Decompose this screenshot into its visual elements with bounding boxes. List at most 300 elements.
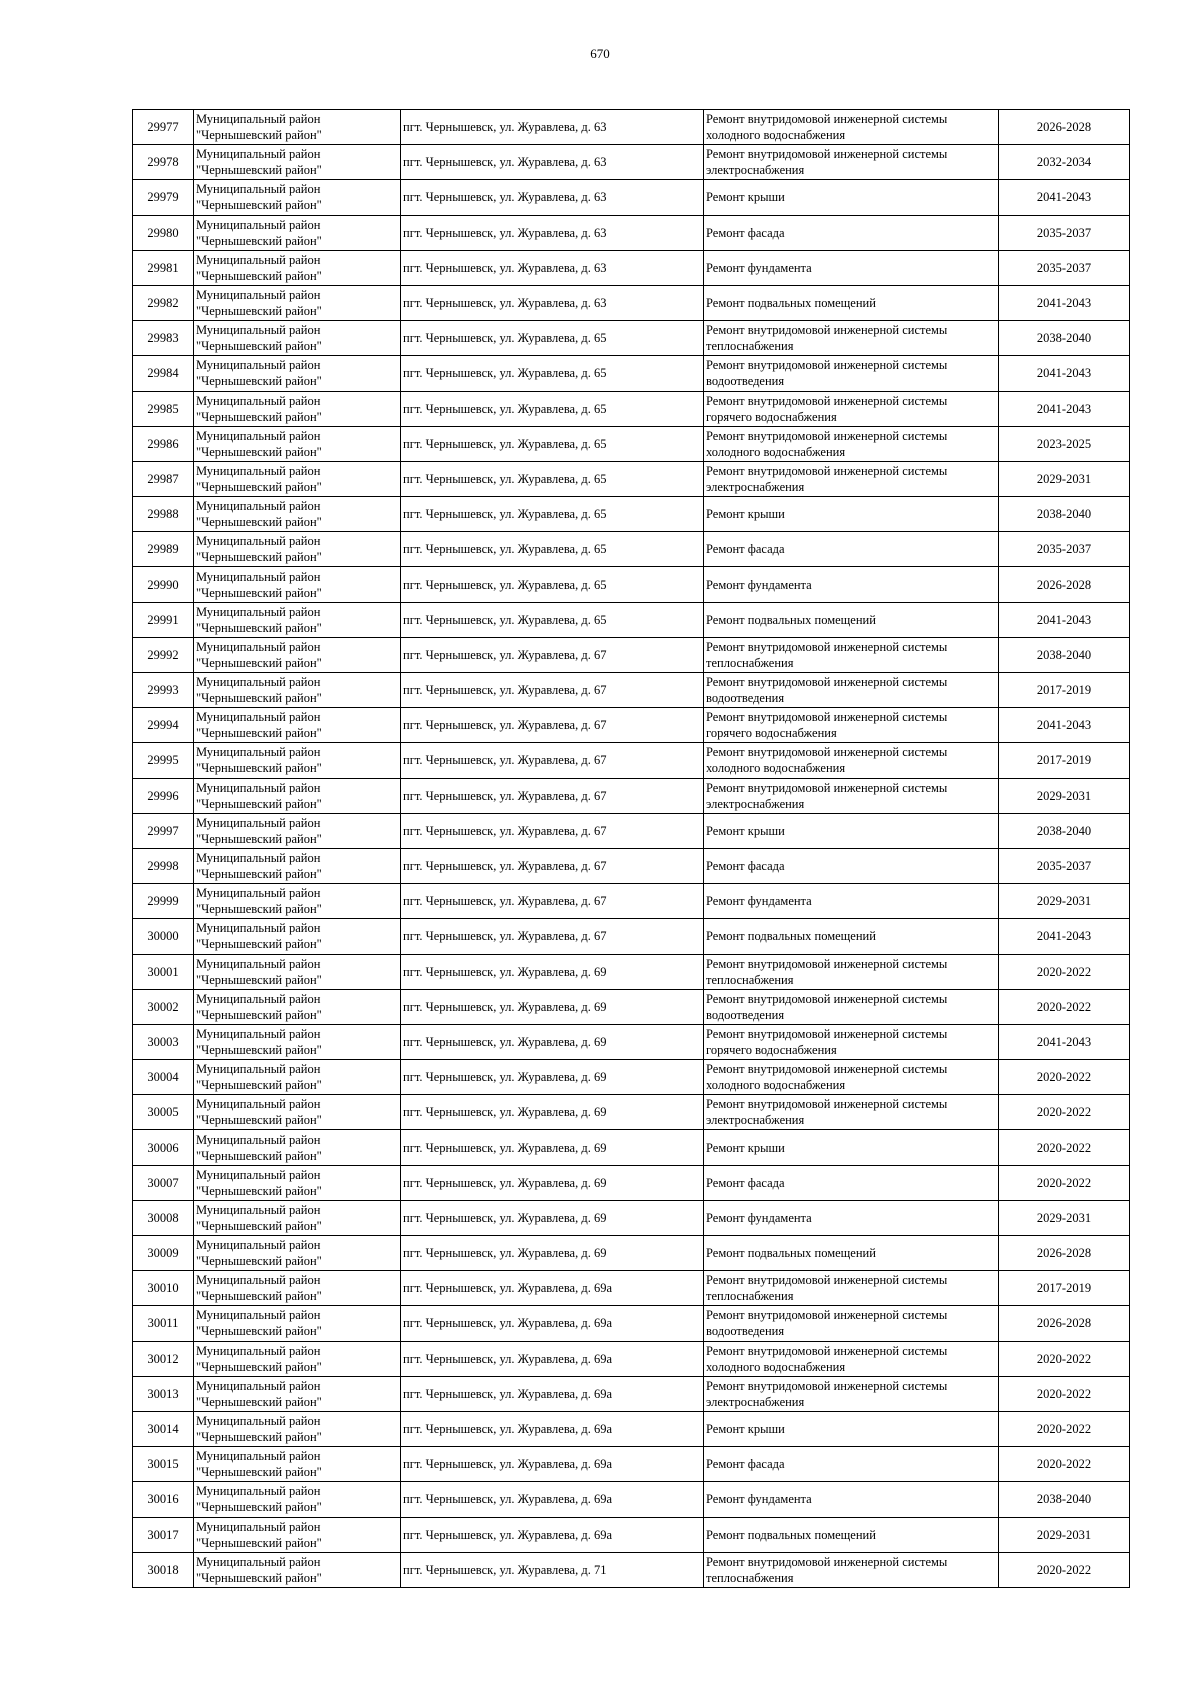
municipality-cell <box>194 778 401 813</box>
work-type-line-2: водоотведения <box>706 691 785 706</box>
period-cell: 2017-2019 <box>999 673 1130 708</box>
work-type-cell <box>704 743 999 778</box>
municipality-line-1: Муниципальный район <box>196 1414 321 1429</box>
row-number-cell: 29995 <box>133 743 194 778</box>
row-number-cell: 29993 <box>133 673 194 708</box>
address-cell: пгт. Чернышевск, ул. Журавлева, д. 65 <box>401 321 704 356</box>
period-cell: 2041-2043 <box>999 919 1130 954</box>
municipality-cell <box>194 743 401 778</box>
municipality-line-1: Муниципальный район <box>196 1378 321 1393</box>
row-number-cell: 30005 <box>133 1095 194 1130</box>
work-type-cell <box>704 110 999 145</box>
address-cell: пгт. Чернышевск, ул. Журавлева, д. 69а <box>401 1341 704 1376</box>
municipality-line-1: Муниципальный район <box>196 991 321 1006</box>
municipality-line-1: Муниципальный район <box>196 921 321 936</box>
period-cell: 2020-2022 <box>999 1376 1130 1411</box>
work-type-line-2: холодного водоснабжения <box>706 128 846 143</box>
work-type-line-1: Ремонт фундамента <box>706 1492 812 1507</box>
work-type-cell <box>704 1271 999 1306</box>
municipality-line-2: "Чернышевский район" <box>196 233 322 248</box>
work-type-line-2: теплоснабжения <box>706 972 794 987</box>
municipality-cell <box>194 1095 401 1130</box>
work-type-line-1: Ремонт подвальных помещений <box>706 929 876 944</box>
address-cell: пгт. Чернышевск, ул. Журавлева, д. 63 <box>401 145 704 180</box>
work-type-line-1: Ремонт фасада <box>706 859 785 874</box>
table-row <box>133 743 1130 778</box>
table-row <box>133 848 1130 883</box>
address-cell: пгт. Чернышевск, ул. Журавлева, д. 69 <box>401 989 704 1024</box>
period-cell: 2020-2022 <box>999 1130 1130 1165</box>
municipality-line-1: Муниципальный район <box>196 1026 321 1041</box>
municipality-line-2: "Чернышевский район" <box>196 796 322 811</box>
work-type-line-1: Ремонт крыши <box>706 190 785 205</box>
work-type-cell <box>704 1200 999 1235</box>
table-row <box>133 919 1130 954</box>
period-cell: 2038-2040 <box>999 321 1130 356</box>
municipality-line-1: Муниципальный район <box>196 1238 321 1253</box>
row-number-cell: 29985 <box>133 391 194 426</box>
row-number-cell: 30010 <box>133 1271 194 1306</box>
table-row <box>133 778 1130 813</box>
work-type-cell <box>704 673 999 708</box>
municipality-cell <box>194 1517 401 1552</box>
work-type-cell <box>704 1130 999 1165</box>
period-cell: 2020-2022 <box>999 1095 1130 1130</box>
address-cell: пгт. Чернышевск, ул. Журавлева, д. 63 <box>401 250 704 285</box>
municipality-cell <box>194 1482 401 1517</box>
period-cell: 2017-2019 <box>999 743 1130 778</box>
municipality-cell <box>194 567 401 602</box>
municipality-line-1: Муниципальный район <box>196 1308 321 1323</box>
table-row <box>133 884 1130 919</box>
municipality-cell <box>194 285 401 320</box>
period-cell: 2026-2028 <box>999 110 1130 145</box>
municipality-line-2: "Чернышевский район" <box>196 163 322 178</box>
municipality-cell <box>194 1306 401 1341</box>
row-number-cell: 29978 <box>133 145 194 180</box>
municipality-line-2: "Чернышевский район" <box>196 902 322 917</box>
table-row <box>133 1306 1130 1341</box>
row-number-cell: 30002 <box>133 989 194 1024</box>
row-number-cell: 29981 <box>133 250 194 285</box>
work-type-line-1: Ремонт внутридомовой инженерной системы <box>706 956 948 971</box>
municipality-line-2: "Чернышевский район" <box>196 867 322 882</box>
work-type-line-2: теплоснабжения <box>706 1570 794 1585</box>
work-type-cell <box>704 391 999 426</box>
work-type-line-1: Ремонт подвальных помещений <box>706 296 876 311</box>
table-row <box>133 180 1130 215</box>
work-type-line-1: Ремонт внутридомовой инженерной системы <box>706 358 948 373</box>
row-number-cell: 30017 <box>133 1517 194 1552</box>
row-number-cell: 29997 <box>133 813 194 848</box>
work-type-line-1: Ремонт внутридомовой инженерной системы <box>706 1343 948 1358</box>
address-cell: пгт. Чернышевск, ул. Журавлева, д. 65 <box>401 532 704 567</box>
municipality-line-2: "Чернышевский район" <box>196 655 322 670</box>
work-type-cell <box>704 708 999 743</box>
row-number-cell: 30000 <box>133 919 194 954</box>
address-cell: пгт. Чернышевск, ул. Журавлева, д. 69а <box>401 1271 704 1306</box>
address-cell: пгт. Чернышевск, ул. Журавлева, д. 67 <box>401 778 704 813</box>
period-cell: 2020-2022 <box>999 1447 1130 1482</box>
municipality-line-2: "Чернышевский район" <box>196 1113 322 1128</box>
municipality-cell <box>194 532 401 567</box>
address-cell: пгт. Чернышевск, ул. Журавлева, д. 71 <box>401 1552 704 1587</box>
row-number-cell: 29979 <box>133 180 194 215</box>
municipality-line-2: "Чернышевский район" <box>196 1254 322 1269</box>
table-row <box>133 602 1130 637</box>
work-type-line-1: Ремонт внутридомовой инженерной системы <box>706 463 948 478</box>
work-type-line-1: Ремонт внутридомовой инженерной системы <box>706 1026 948 1041</box>
municipality-line-1: Муниципальный район <box>196 463 321 478</box>
address-cell: пгт. Чернышевск, ул. Журавлева, д. 69 <box>401 1165 704 1200</box>
work-type-line-1: Ремонт крыши <box>706 1140 785 1155</box>
municipality-line-1: Муниципальный район <box>196 288 321 303</box>
address-cell: пгт. Чернышевск, ул. Журавлева, д. 69 <box>401 1060 704 1095</box>
municipality-line-1: Муниципальный район <box>196 1519 321 1534</box>
table-row <box>133 1447 1130 1482</box>
row-number-cell: 29996 <box>133 778 194 813</box>
table-row <box>133 1552 1130 1587</box>
period-cell: 2029-2031 <box>999 1200 1130 1235</box>
municipality-cell <box>194 110 401 145</box>
table-row <box>133 1095 1130 1130</box>
table-row <box>133 1341 1130 1376</box>
work-type-line-1: Ремонт подвальных помещений <box>706 1527 876 1542</box>
row-number-cell: 29977 <box>133 110 194 145</box>
table-row <box>133 110 1130 145</box>
municipality-cell <box>194 1024 401 1059</box>
work-type-cell <box>704 1447 999 1482</box>
table-row <box>133 813 1130 848</box>
municipality-cell <box>194 1060 401 1095</box>
municipality-cell <box>194 250 401 285</box>
row-number-cell: 29990 <box>133 567 194 602</box>
work-type-line-1: Ремонт внутридомовой инженерной системы <box>706 1378 948 1393</box>
work-type-line-1: Ремонт внутридомовой инженерной системы <box>706 112 948 127</box>
work-type-line-2: водоотведения <box>706 1007 785 1022</box>
registry-body <box>133 110 1130 1588</box>
address-cell: пгт. Чернышевск, ул. Журавлева, д. 65 <box>401 426 704 461</box>
table-row <box>133 250 1130 285</box>
municipality-cell <box>194 497 401 532</box>
table-row <box>133 356 1130 391</box>
period-cell: 2020-2022 <box>999 1552 1130 1587</box>
row-number-cell: 30014 <box>133 1411 194 1446</box>
work-type-line-1: Ремонт крыши <box>706 1422 785 1437</box>
period-cell: 2038-2040 <box>999 813 1130 848</box>
municipality-line-1: Муниципальный район <box>196 1167 321 1182</box>
work-type-line-1: Ремонт фасада <box>706 1457 785 1472</box>
address-cell: пгт. Чернышевск, ул. Журавлева, д. 69а <box>401 1376 704 1411</box>
municipality-cell <box>194 884 401 919</box>
work-type-line-1: Ремонт внутридомовой инженерной системы <box>706 991 948 1006</box>
address-cell: пгт. Чернышевск, ул. Журавлева, д. 67 <box>401 884 704 919</box>
work-type-cell <box>704 848 999 883</box>
period-cell: 2038-2040 <box>999 1482 1130 1517</box>
table-row <box>133 426 1130 461</box>
table-row <box>133 1411 1130 1446</box>
address-cell: пгт. Чернышевск, ул. Журавлева, д. 69а <box>401 1411 704 1446</box>
table-row <box>133 1271 1130 1306</box>
municipality-line-2: "Чернышевский район" <box>196 1500 322 1515</box>
row-number-cell: 30007 <box>133 1165 194 1200</box>
municipality-line-1: Муниципальный район <box>196 499 321 514</box>
municipality-line-1: Муниципальный район <box>196 393 321 408</box>
work-type-line-2: горячего водоснабжения <box>706 1042 837 1057</box>
municipality-cell <box>194 1447 401 1482</box>
municipality-line-2: "Чернышевский район" <box>196 1465 322 1480</box>
row-number-cell: 29982 <box>133 285 194 320</box>
municipality-line-2: "Чернышевский район" <box>196 444 322 459</box>
municipality-line-2: "Чернышевский район" <box>196 374 322 389</box>
table-row <box>133 989 1130 1024</box>
municipality-line-1: Муниципальный район <box>196 710 321 725</box>
municipality-line-1: Муниципальный район <box>196 1343 321 1358</box>
municipality-line-1: Муниципальный район <box>196 956 321 971</box>
address-cell: пгт. Чернышевск, ул. Журавлева, д. 69а <box>401 1517 704 1552</box>
work-type-cell <box>704 1341 999 1376</box>
work-type-line-2: теплоснабжения <box>706 655 794 670</box>
municipality-line-1: Муниципальный район <box>196 428 321 443</box>
work-type-line-1: Ремонт внутридомовой инженерной системы <box>706 147 948 162</box>
table-row <box>133 1236 1130 1271</box>
work-type-cell <box>704 145 999 180</box>
municipality-line-1: Муниципальный район <box>196 217 321 232</box>
work-type-line-2: теплоснабжения <box>706 339 794 354</box>
period-cell: 2038-2040 <box>999 637 1130 672</box>
work-type-cell <box>704 1095 999 1130</box>
municipality-line-2: "Чернышевский район" <box>196 831 322 846</box>
municipality-line-2: "Чернышевский район" <box>196 1535 322 1550</box>
municipality-line-2: "Чернышевский район" <box>196 1289 322 1304</box>
work-type-line-2: электроснабжения <box>706 479 805 494</box>
address-cell: пгт. Чернышевск, ул. Журавлева, д. 65 <box>401 461 704 496</box>
address-cell: пгт. Чернышевск, ул. Журавлева, д. 67 <box>401 743 704 778</box>
period-cell: 2026-2028 <box>999 567 1130 602</box>
work-type-line-1: Ремонт внутридомовой инженерной системы <box>706 1062 948 1077</box>
address-cell: пгт. Чернышевск, ул. Журавлева, д. 63 <box>401 285 704 320</box>
period-cell: 2020-2022 <box>999 1060 1130 1095</box>
work-type-line-1: Ремонт внутридомовой инженерной системы <box>706 323 948 338</box>
row-number-cell: 29980 <box>133 215 194 250</box>
address-cell: пгт. Чернышевск, ул. Журавлева, д. 69 <box>401 1130 704 1165</box>
work-type-line-1: Ремонт крыши <box>706 823 785 838</box>
period-cell: 2032-2034 <box>999 145 1130 180</box>
row-number-cell: 30009 <box>133 1236 194 1271</box>
municipality-cell <box>194 215 401 250</box>
work-type-line-1: Ремонт внутридомовой инженерной системы <box>706 745 948 760</box>
municipality-cell <box>194 673 401 708</box>
municipality-line-1: Муниципальный район <box>196 358 321 373</box>
address-cell: пгт. Чернышевск, ул. Журавлева, д. 63 <box>401 110 704 145</box>
table-row <box>133 1376 1130 1411</box>
period-cell: 2041-2043 <box>999 602 1130 637</box>
address-cell: пгт. Чернышевск, ул. Журавлева, д. 67 <box>401 919 704 954</box>
municipality-line-2: "Чернышевский район" <box>196 1324 322 1339</box>
work-type-cell <box>704 989 999 1024</box>
address-cell: пгт. Чернышевск, ул. Журавлева, д. 69а <box>401 1482 704 1517</box>
work-type-cell <box>704 778 999 813</box>
address-cell: пгт. Чернышевск, ул. Журавлева, д. 63 <box>401 180 704 215</box>
work-type-line-2: электроснабжения <box>706 796 805 811</box>
work-type-cell <box>704 356 999 391</box>
work-type-cell <box>704 1482 999 1517</box>
municipality-cell <box>194 426 401 461</box>
work-type-cell <box>704 1517 999 1552</box>
work-type-line-1: Ремонт фундамента <box>706 260 812 275</box>
row-number-cell: 30001 <box>133 954 194 989</box>
work-type-cell <box>704 637 999 672</box>
period-cell: 2026-2028 <box>999 1236 1130 1271</box>
address-cell: пгт. Чернышевск, ул. Журавлева, д. 65 <box>401 356 704 391</box>
page-number: 670 <box>590 46 610 61</box>
work-type-cell <box>704 1236 999 1271</box>
municipality-cell <box>194 919 401 954</box>
municipality-cell <box>194 145 401 180</box>
municipality-line-2: "Чернышевский район" <box>196 1007 322 1022</box>
address-cell: пгт. Чернышевск, ул. Журавлева, д. 69 <box>401 954 704 989</box>
municipality-line-2: "Чернышевский район" <box>196 1078 322 1093</box>
work-type-line-2: электроснабжения <box>706 1113 805 1128</box>
municipality-cell <box>194 954 401 989</box>
municipality-line-1: Муниципальный район <box>196 745 321 760</box>
municipality-cell <box>194 1376 401 1411</box>
address-cell: пгт. Чернышевск, ул. Журавлева, д. 63 <box>401 215 704 250</box>
period-cell: 2035-2037 <box>999 848 1130 883</box>
period-cell: 2020-2022 <box>999 1341 1130 1376</box>
municipality-line-1: Муниципальный район <box>196 569 321 584</box>
work-type-line-2: водоотведения <box>706 374 785 389</box>
period-cell: 2029-2031 <box>999 461 1130 496</box>
row-number-cell: 30008 <box>133 1200 194 1235</box>
work-type-line-1: Ремонт подвальных помещений <box>706 612 876 627</box>
work-type-line-1: Ремонт внутридомовой инженерной системы <box>706 1554 948 1569</box>
municipality-line-2: "Чернышевский район" <box>196 268 322 283</box>
municipality-line-1: Муниципальный район <box>196 604 321 619</box>
work-type-cell <box>704 497 999 532</box>
municipality-cell <box>194 813 401 848</box>
period-cell: 2041-2043 <box>999 285 1130 320</box>
work-type-line-2: холодного водоснабжения <box>706 1078 846 1093</box>
table-row <box>133 285 1130 320</box>
table-row <box>133 567 1130 602</box>
work-type-cell <box>704 919 999 954</box>
table-row <box>133 1517 1130 1552</box>
municipality-cell <box>194 602 401 637</box>
table-row <box>133 637 1130 672</box>
period-cell: 2041-2043 <box>999 708 1130 743</box>
work-type-line-1: Ремонт фасада <box>706 1175 785 1190</box>
row-number-cell: 29987 <box>133 461 194 496</box>
address-cell: пгт. Чернышевск, ул. Журавлева, д. 69 <box>401 1200 704 1235</box>
row-number-cell: 30016 <box>133 1482 194 1517</box>
address-cell: пгт. Чернышевск, ул. Журавлева, д. 69а <box>401 1447 704 1482</box>
work-type-cell <box>704 954 999 989</box>
period-cell: 2035-2037 <box>999 250 1130 285</box>
table-row <box>133 215 1130 250</box>
period-cell: 2020-2022 <box>999 1165 1130 1200</box>
municipality-line-1: Муниципальный район <box>196 851 321 866</box>
municipality-line-2: "Чернышевский район" <box>196 128 322 143</box>
period-cell: 2041-2043 <box>999 356 1130 391</box>
work-type-line-1: Ремонт внутридомовой инженерной системы <box>706 780 948 795</box>
work-type-line-2: электроснабжения <box>706 1394 805 1409</box>
work-type-line-2: холодного водоснабжения <box>706 1359 846 1374</box>
municipality-line-2: "Чернышевский район" <box>196 937 322 952</box>
period-cell: 2029-2031 <box>999 884 1130 919</box>
municipality-line-2: "Чернышевский район" <box>196 515 322 530</box>
address-cell: пгт. Чернышевск, ул. Журавлева, д. 65 <box>401 567 704 602</box>
period-cell: 2035-2037 <box>999 532 1130 567</box>
municipality-line-2: "Чернышевский район" <box>196 1359 322 1374</box>
work-type-cell <box>704 250 999 285</box>
address-cell: пгт. Чернышевск, ул. Журавлева, д. 69 <box>401 1095 704 1130</box>
municipality-line-1: Муниципальный район <box>196 1202 321 1217</box>
period-cell: 2041-2043 <box>999 1024 1130 1059</box>
municipality-line-1: Муниципальный район <box>196 534 321 549</box>
municipality-line-1: Муниципальный район <box>196 147 321 162</box>
municipality-line-2: "Чернышевский район" <box>196 620 322 635</box>
municipality-line-2: "Чернышевский район" <box>196 1183 322 1198</box>
work-type-line-2: холодного водоснабжения <box>706 761 846 776</box>
period-cell: 2020-2022 <box>999 1411 1130 1446</box>
work-type-cell <box>704 532 999 567</box>
row-number-cell: 30011 <box>133 1306 194 1341</box>
municipality-line-2: "Чернышевский район" <box>196 409 322 424</box>
work-type-cell <box>704 285 999 320</box>
work-type-line-1: Ремонт фасада <box>706 542 785 557</box>
work-type-line-1: Ремонт фундамента <box>706 577 812 592</box>
municipality-line-1: Муниципальный район <box>196 1062 321 1077</box>
period-cell: 2026-2028 <box>999 1306 1130 1341</box>
municipality-cell <box>194 356 401 391</box>
table-row <box>133 1482 1130 1517</box>
row-number-cell: 29988 <box>133 497 194 532</box>
municipality-cell <box>194 1341 401 1376</box>
row-number-cell: 29991 <box>133 602 194 637</box>
period-cell: 2020-2022 <box>999 954 1130 989</box>
municipality-line-1: Муниципальный район <box>196 815 321 830</box>
work-type-cell <box>704 215 999 250</box>
municipality-line-2: "Чернышевский район" <box>196 198 322 213</box>
work-type-cell <box>704 567 999 602</box>
work-type-line-2: горячего водоснабжения <box>706 726 837 741</box>
municipality-cell <box>194 637 401 672</box>
row-number-cell: 29992 <box>133 637 194 672</box>
table-row <box>133 1060 1130 1095</box>
municipality-line-1: Муниципальный район <box>196 1273 321 1288</box>
period-cell: 2035-2037 <box>999 215 1130 250</box>
period-cell: 2023-2025 <box>999 426 1130 461</box>
address-cell: пгт. Чернышевск, ул. Журавлева, д. 67 <box>401 637 704 672</box>
work-type-line-1: Ремонт внутридомовой инженерной системы <box>706 1097 948 1112</box>
registry-table <box>132 109 1130 1588</box>
municipality-cell <box>194 1236 401 1271</box>
address-cell: пгт. Чернышевск, ул. Журавлева, д. 69а <box>401 1306 704 1341</box>
municipality-line-2: "Чернышевский район" <box>196 1570 322 1585</box>
period-cell: 2029-2031 <box>999 778 1130 813</box>
municipality-line-2: "Чернышевский район" <box>196 1148 322 1163</box>
municipality-line-2: "Чернышевский район" <box>196 1218 322 1233</box>
work-type-cell <box>704 1165 999 1200</box>
work-type-line-1: Ремонт внутридомовой инженерной системы <box>706 675 948 690</box>
municipality-cell <box>194 321 401 356</box>
municipality-cell <box>194 708 401 743</box>
municipality-line-1: Муниципальный район <box>196 1484 321 1499</box>
municipality-line-2: "Чернышевский район" <box>196 304 322 319</box>
table-row <box>133 708 1130 743</box>
row-number-cell: 30015 <box>133 1447 194 1482</box>
